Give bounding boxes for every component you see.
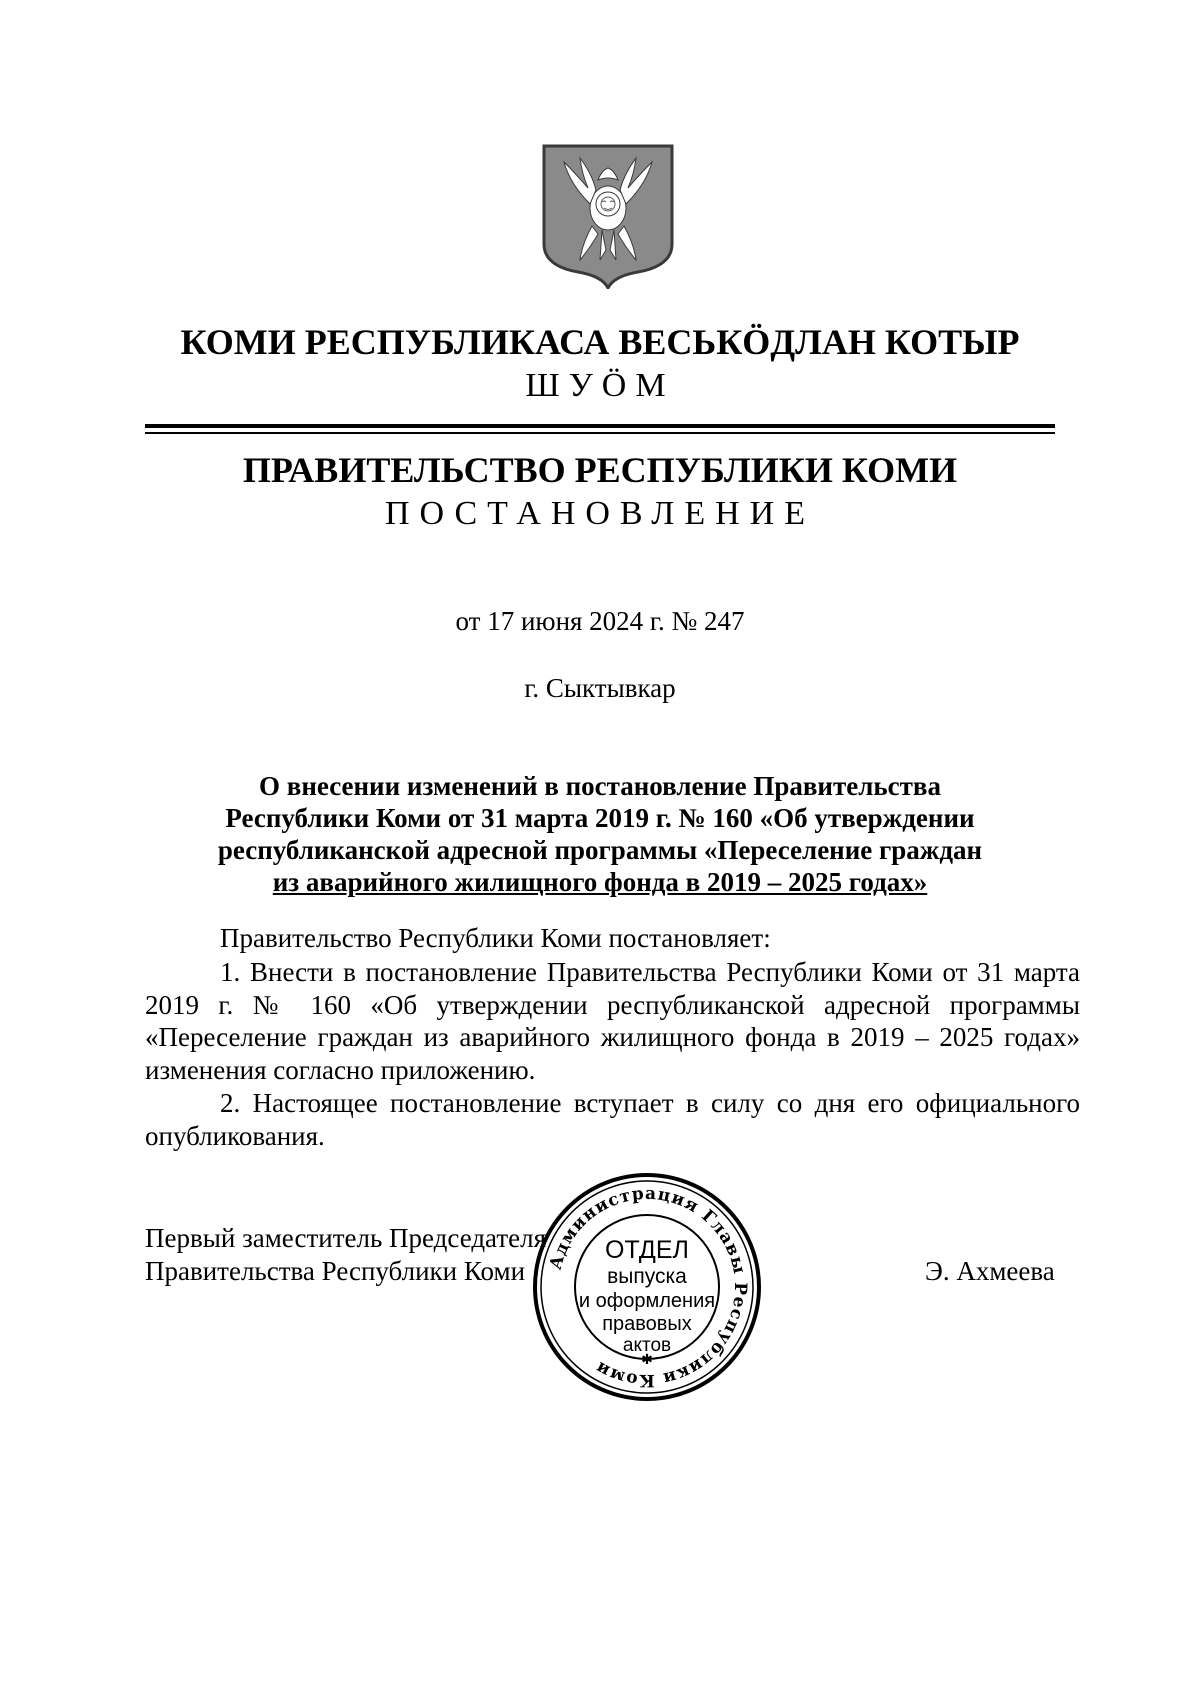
stamp-line: правовых [602,1313,692,1335]
stamp-ring-text: Администрация Главы Республики Коми [545,1183,751,1391]
header-divider-thick [145,424,1055,428]
document-title [145,770,1055,898]
document-title-line: Республики Коми от 31 марта 2019 г. № 160 «Об утверждении [225,803,975,833]
resolution-item-1: 1. Внести в постановление Правительства Республики Коми от 31 марта 2019 г. № 160 «Об утверждении республиканской адресной программы «Переселение граждан из аварийного жилищного фонда в 2019 – 2025 годах» изменения согласно приложению. [145,957,1080,1085]
komi-coat-of-arms-icon [542,144,674,289]
document-date-number: от 17 июня 2024 г. № 247 [455,606,745,636]
signatory-name: Э. Ахмеева [925,1256,1055,1286]
resolution-intro: Правительство Республики Коми постановляет: [220,923,771,953]
komi-government-title: КОМИ РЕСПУБЛИКАСА ВЕСЬКӦДЛАН КОТЫР [180,322,1020,362]
document-title-line: республиканской адресной программы «Переселение граждан [217,835,983,865]
signatory-position-line: Правительства Республики Коми [145,1256,526,1286]
signatory-position [145,1222,546,1288]
svg-text:✱: ✱ [641,1352,653,1368]
resolution-item-2: 2. Настоящее постановление вступает в силу со дня его официального опубликования. [145,1088,1080,1151]
russian-government-title: ПРАВИТЕЛЬСТВО РЕСПУБЛИКИ КОМИ [242,450,958,490]
stamp-line: актов [622,1335,672,1356]
official-round-stamp-icon [532,1172,762,1402]
stamp-line: ОТДЕЛ [605,1236,689,1264]
header-divider-thin [145,432,1055,434]
russian-document-type: ПОСТАНОВЛЕНИЕ [384,495,816,532]
signatory-position-line: Первый заместитель Председателя [145,1223,547,1253]
document-city: г. Сыктывкар [524,673,676,703]
document-title-line: О внесении изменений в постановление Правительства [259,771,941,801]
stamp-line: и оформления [578,1290,716,1312]
komi-document-type: ШУӦМ [525,367,675,404]
stamp-line: выпуска [607,1265,687,1288]
document-title-line: из аварийного жилищного фонда в 2019 – 2025 годах» [272,867,928,897]
